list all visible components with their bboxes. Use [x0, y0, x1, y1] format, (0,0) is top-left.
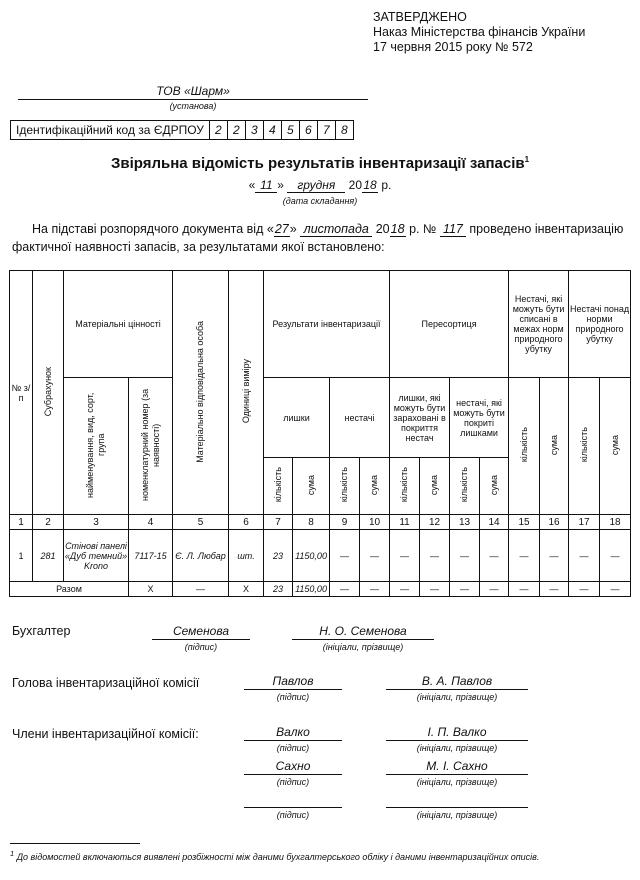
- edrpou-code: [10, 120, 354, 140]
- footnote-rule: [10, 843, 140, 844]
- edrpou-digit: 4: [264, 121, 282, 139]
- row-nomenclature: 7117-15: [129, 530, 173, 582]
- accountant-role: Бухгалтер: [12, 624, 71, 638]
- inventory-table: [9, 270, 631, 597]
- col-number: 4: [129, 515, 173, 530]
- name-caption: (ініціали, прізвище): [322, 642, 404, 652]
- total-dash: —: [173, 582, 229, 597]
- col-number: 18: [600, 515, 631, 530]
- approval-order: Наказ Міністерства фінансів України: [373, 25, 586, 39]
- order-prefix: На підставі розпорядчого документа від «: [32, 222, 274, 236]
- organization-name: ТОВ «Шарм»: [18, 84, 368, 100]
- total-x: Х: [229, 582, 264, 597]
- col-number: 3: [64, 515, 129, 530]
- order-year-prefix: 20: [375, 222, 390, 236]
- row-subaccount: 281: [33, 530, 64, 582]
- member1-signature: Валко: [244, 725, 342, 741]
- header-qty: кількість: [264, 458, 293, 515]
- row-dash: —: [600, 530, 631, 582]
- col-number: 8: [293, 515, 330, 530]
- header-surplus: лишки: [264, 378, 330, 458]
- col-number: 6: [229, 515, 264, 530]
- total-row: [10, 582, 631, 597]
- order-day: 27: [274, 222, 289, 236]
- total-dash: —: [390, 582, 420, 597]
- date-year: 18: [363, 178, 377, 192]
- document-title-text: Звіряльна відомість результатів інвентаризації запасів: [110, 155, 525, 172]
- col-number: 17: [569, 515, 600, 530]
- accountant-signature: Семенова: [152, 624, 250, 640]
- table-row: [10, 530, 631, 582]
- members-role: Члени інвентаризаційної комісії:: [12, 727, 199, 741]
- header-qty: кількість: [390, 458, 420, 515]
- row-num: 1: [10, 530, 33, 582]
- edrpou-digit: 7: [318, 121, 336, 139]
- edrpou-digit: 8: [341, 123, 348, 137]
- column-numbers-row: [10, 515, 631, 530]
- approval-date: 17 червня 2015 року № 572: [373, 40, 533, 54]
- name-caption: (ініціали, прізвище): [416, 810, 498, 820]
- header-sum: сума: [293, 458, 330, 515]
- edrpou-digit: 5: [282, 121, 300, 139]
- approval-block: [373, 10, 585, 55]
- total-dash: —: [569, 582, 600, 597]
- order-rest: проведено інвентаризацію фактичної наявності запасів, за результатами якої встановлено:: [12, 222, 624, 254]
- date-day: 11: [255, 178, 277, 193]
- header-qty: кількість: [330, 458, 360, 515]
- header-sum: сума: [600, 378, 631, 515]
- col-number: 13: [450, 515, 480, 530]
- member2-name: М. І. Сахно: [386, 759, 528, 775]
- header-name: найменування, вид, сорт, група: [64, 378, 129, 515]
- col-number: 10: [360, 515, 390, 530]
- header-sum: сума: [360, 458, 390, 515]
- row-qty: 23: [264, 530, 293, 582]
- approval-title: ЗАТВЕРДЖЕНО: [373, 10, 467, 24]
- row-responsible: Є. Л. Любар: [173, 530, 229, 582]
- col-number: 5: [173, 515, 229, 530]
- member3-name-blank: [386, 792, 528, 808]
- signature-caption: (підпис): [276, 810, 310, 820]
- total-dash: —: [509, 582, 540, 597]
- col-number: 16: [540, 515, 569, 530]
- total-label: Разом: [10, 582, 129, 597]
- date-year-prefix: 20: [348, 178, 363, 192]
- col-number: 15: [509, 515, 540, 530]
- header-values: Матеріальні цінності: [64, 271, 173, 378]
- header-qty: кількість: [450, 458, 480, 515]
- row-name: Стінові панелі «Дуб темний» Krono: [64, 530, 129, 582]
- edrpou-label: Ідентифікаційний код за ЄДРПОУ: [11, 121, 210, 139]
- order-month: листопада: [300, 222, 372, 237]
- footnote-mark: 1: [524, 155, 530, 164]
- edrpou-digit: 2: [210, 121, 228, 139]
- header-writeoff: Нестачі, які можуть бути списані в межах норм природного убутку: [509, 271, 569, 378]
- row-dash: —: [420, 530, 450, 582]
- signature-caption: (підпис): [184, 642, 218, 652]
- member1-name: І. П. Валко: [386, 725, 528, 741]
- header-nomenclature: номенклатурний номер (за наявності): [129, 378, 173, 515]
- header-surplus-offset: лишки, які можуть бути зараховані в покриття нестач: [390, 378, 450, 458]
- document-date: « 11 » грудня 2018 р.: [248, 178, 392, 192]
- col-number: 12: [420, 515, 450, 530]
- total-dash: —: [600, 582, 631, 597]
- total-dash: —: [360, 582, 390, 597]
- header-unit: Одиниці виміру: [229, 271, 264, 515]
- header-subaccount: Субрахунок: [33, 271, 64, 515]
- member3-signature-blank: [244, 792, 342, 808]
- total-qty: 23: [264, 582, 293, 597]
- order-year: 18: [390, 222, 405, 236]
- edrpou-digit: 6: [300, 121, 318, 139]
- chair-signature: Павлов: [244, 674, 342, 690]
- header-shortage-covered: нестачі, які можуть бути покриті лишками: [450, 378, 509, 458]
- order-paragraph: На підставі розпорядчого документа від «27» листопада 2018 р. № 117 проведено інвентаризацію фактичної наявності запасів, за результатами якої встановлено:: [12, 222, 624, 254]
- date-caption: (дата складання): [282, 196, 358, 206]
- header-shortage: нестачі: [330, 378, 390, 458]
- header-results: Результати інвентаризації: [264, 271, 390, 378]
- col-number: 14: [480, 515, 509, 530]
- document-title: [0, 155, 640, 172]
- chair-role: Голова інвентаризаційної комісії: [12, 676, 200, 690]
- order-mid: р. №: [409, 222, 437, 236]
- col-number: 1: [10, 515, 33, 530]
- order-number: 117: [440, 222, 466, 237]
- accountant-name: Н. О. Семенова: [292, 624, 434, 640]
- total-sum: 1150,00: [293, 582, 330, 597]
- header-qty: кількість: [509, 378, 540, 515]
- signature-caption: (підпис): [276, 777, 310, 787]
- row-dash: —: [569, 530, 600, 582]
- organization-caption: (установа): [169, 101, 217, 111]
- name-caption: (ініціали, прізвище): [416, 777, 498, 787]
- total-dash: —: [420, 582, 450, 597]
- row-dash: —: [509, 530, 540, 582]
- col-number: 7: [264, 515, 293, 530]
- chair-name: В. А. Павлов: [386, 674, 528, 690]
- edrpou-digit: 3: [246, 121, 264, 139]
- row-sum: 1150,00: [293, 530, 330, 582]
- date-suffix: р.: [381, 178, 392, 192]
- edrpou-digit: 2: [228, 121, 246, 139]
- row-dash: —: [450, 530, 480, 582]
- date-month: грудня: [287, 178, 345, 193]
- row-unit: шт.: [229, 530, 264, 582]
- row-dash: —: [480, 530, 509, 582]
- header-responsible: Матеріально відповідальна особа: [173, 271, 229, 515]
- member2-signature: Сахно: [244, 759, 342, 775]
- header-regrading: Пересортиця: [390, 271, 509, 378]
- signature-caption: (підпис): [276, 692, 310, 702]
- total-dash: —: [480, 582, 509, 597]
- header-sum: сума: [540, 378, 569, 515]
- header-sum: сума: [420, 458, 450, 515]
- total-dash: —: [450, 582, 480, 597]
- footnote-text: До відомостей включаються виявлені розбіжності між даними бухгалтерського обліку і даними інвентаризаційних описів.: [16, 852, 540, 862]
- total-dash: —: [330, 582, 360, 597]
- header-num: № з/п: [10, 271, 33, 515]
- col-number: 2: [33, 515, 64, 530]
- footnote-number: 1: [10, 849, 15, 858]
- header-over-norm: Нестачі понад норми природного убутку: [569, 271, 631, 378]
- header-qty: кількість: [569, 378, 600, 515]
- name-caption: (ініціали, прізвище): [416, 692, 498, 702]
- name-caption: (ініціали, прізвище): [416, 743, 498, 753]
- row-dash: —: [330, 530, 360, 582]
- row-dash: —: [540, 530, 569, 582]
- total-dash: —: [540, 582, 569, 597]
- col-number: 11: [390, 515, 420, 530]
- header-sum: сума: [480, 458, 509, 515]
- total-x: Х: [129, 582, 173, 597]
- footnote: [10, 849, 539, 862]
- col-number: 9: [330, 515, 360, 530]
- row-dash: —: [390, 530, 420, 582]
- signature-caption: (підпис): [276, 743, 310, 753]
- row-dash: —: [360, 530, 390, 582]
